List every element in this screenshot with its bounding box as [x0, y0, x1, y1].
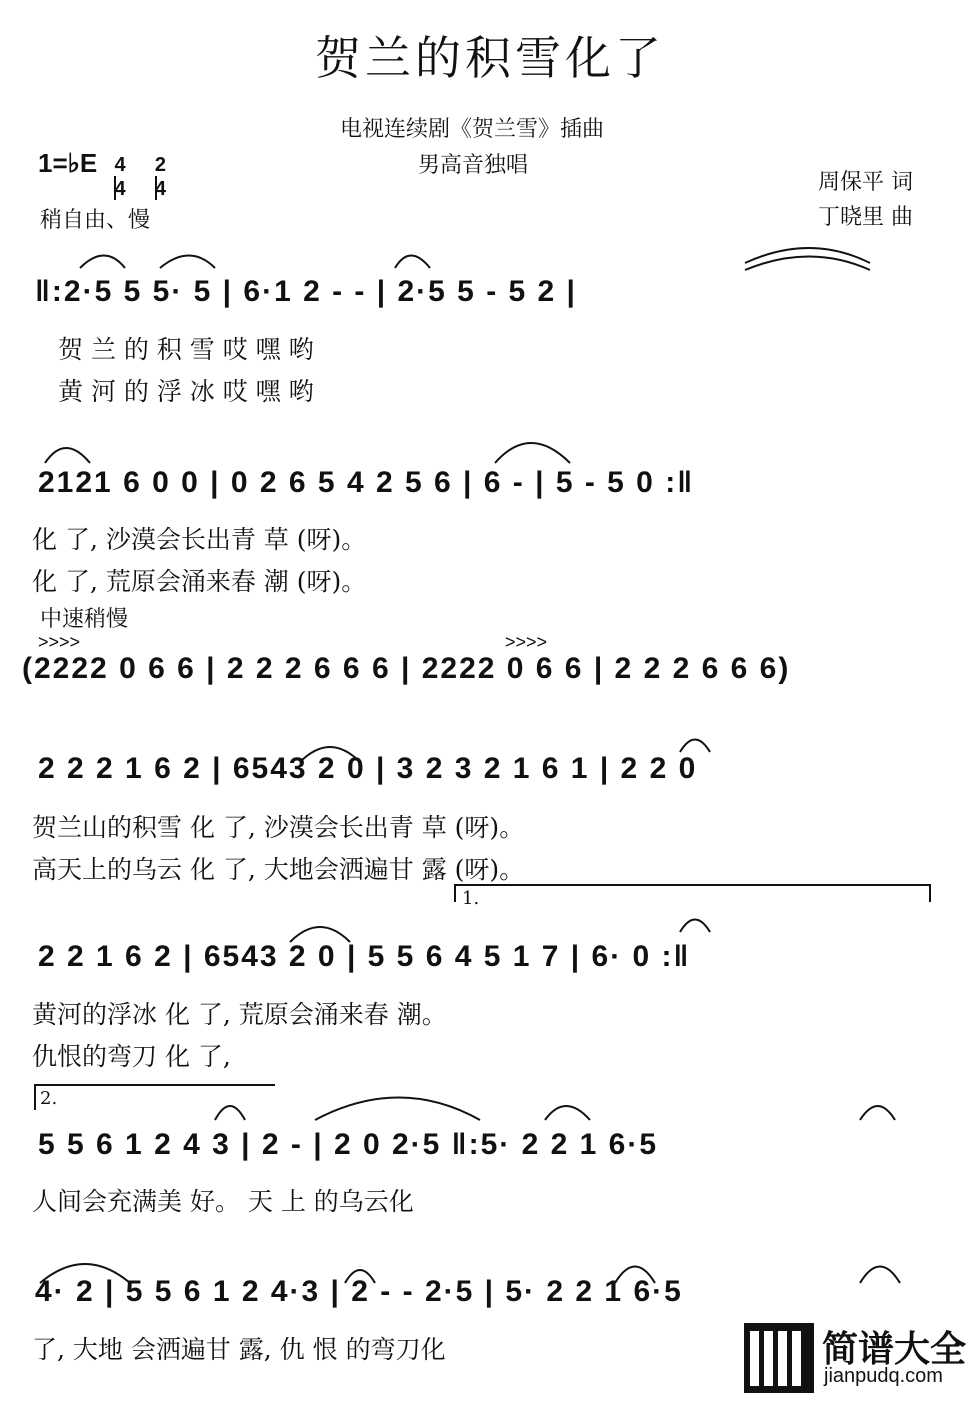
- watermark-title: 简谱大全: [822, 1329, 967, 1370]
- lyricist: 周保平 词: [818, 170, 913, 195]
- lyrics-row-1-verse-2: 黄 河 的 浮 冰 哎 嘿 哟: [58, 377, 314, 406]
- time-signature-2: $\frac{2}{4}$: [154, 154, 166, 201]
- notation-row-1: ‖:2·5 5 5· 5 | 6·1 2 - - | 2·5 5 - 5 2 |: [35, 275, 577, 308]
- key-label: 1=♭E: [38, 148, 98, 178]
- notation-row-5: 2 2 1 6 2 | 6543 2 0 | 5 5 6 4 5 1 7 | 6· 0 :‖: [38, 940, 691, 973]
- notation-row-2: 2121 6 0 0 | 0 2 6 5 4 2 5 6 | 6 - | 5 - 5 0 :‖: [38, 466, 695, 499]
- lyrics-row-2-verse-2: 化 了, 荒原会涌来春 潮 (呀)。: [32, 567, 367, 596]
- lyrics-row-5-verse-2: 仇恨的弯刀 化 了,: [32, 1042, 231, 1071]
- watermark-url: jianpudq.com: [824, 1365, 943, 1387]
- tempo-marking-2: 中速稍慢: [40, 607, 129, 632]
- time-signature-1: $\frac{4}{4}$: [114, 154, 126, 201]
- tempo-marking-1: 稍自由、慢: [40, 208, 151, 233]
- notation-row-3: (2222 0 6 6 | 2 2 2 6 6 6 | 2222 0 6 6 | 2 2 2 6 6 6): [22, 652, 791, 685]
- notation-row-7: 4· 2 | 5 5 6 1 2 4·3 | 2 - - 2·5 | 5· 2 2 1 6·5: [35, 1275, 683, 1308]
- composer: 丁晓里 曲: [818, 205, 913, 230]
- performer: 男高音独唱: [418, 153, 529, 178]
- lyrics-row-7: 了, 大地 会洒遍甘 露, 仇 恨 的弯刀化: [32, 1335, 446, 1364]
- volta-2-label: 2.: [40, 1088, 58, 1109]
- song-title: 贺兰的积雪化了: [315, 31, 665, 85]
- volta-1-label: 1.: [462, 888, 480, 909]
- subtitle: 电视连续剧《贺兰雪》插曲: [340, 117, 605, 142]
- accent-marks-2: >>>>: [505, 632, 548, 652]
- lyrics-row-4-verse-1: 贺兰山的积雪 化 了, 沙漠会长出青 草 (呀)。: [32, 813, 525, 842]
- key-signature: [38, 148, 166, 201]
- notation-row-6: 5 5 6 1 2 4 3 | 2 - | 2 0 2·5 ‖:5· 2 2 1 6·5: [38, 1128, 659, 1161]
- lyrics-row-5-verse-1: 黄河的浮冰 化 了, 荒原会涌来春 潮。: [32, 1000, 447, 1029]
- notation-row-4: 2 2 2 1 6 2 | 6543 2 0 | 3 2 3 2 1 6 1 | 2 2 0: [38, 752, 698, 785]
- accent-marks-1: >>>>: [38, 632, 81, 652]
- lyrics-row-6: 人间会充满美 好。 天 上 的乌云化: [32, 1187, 414, 1216]
- watermark: [744, 1303, 974, 1403]
- lyrics-row-1-verse-1: 贺 兰 的 积 雪 哎 嘿 哟: [58, 335, 314, 364]
- lyrics-row-2-verse-1: 化 了, 沙漠会长出青 草 (呀)。: [32, 525, 367, 554]
- piano-keys-icon: [744, 1323, 814, 1393]
- lyrics-row-4-verse-2: 高天上的乌云 化 了, 大地会洒遍甘 露 (呀)。: [32, 855, 525, 884]
